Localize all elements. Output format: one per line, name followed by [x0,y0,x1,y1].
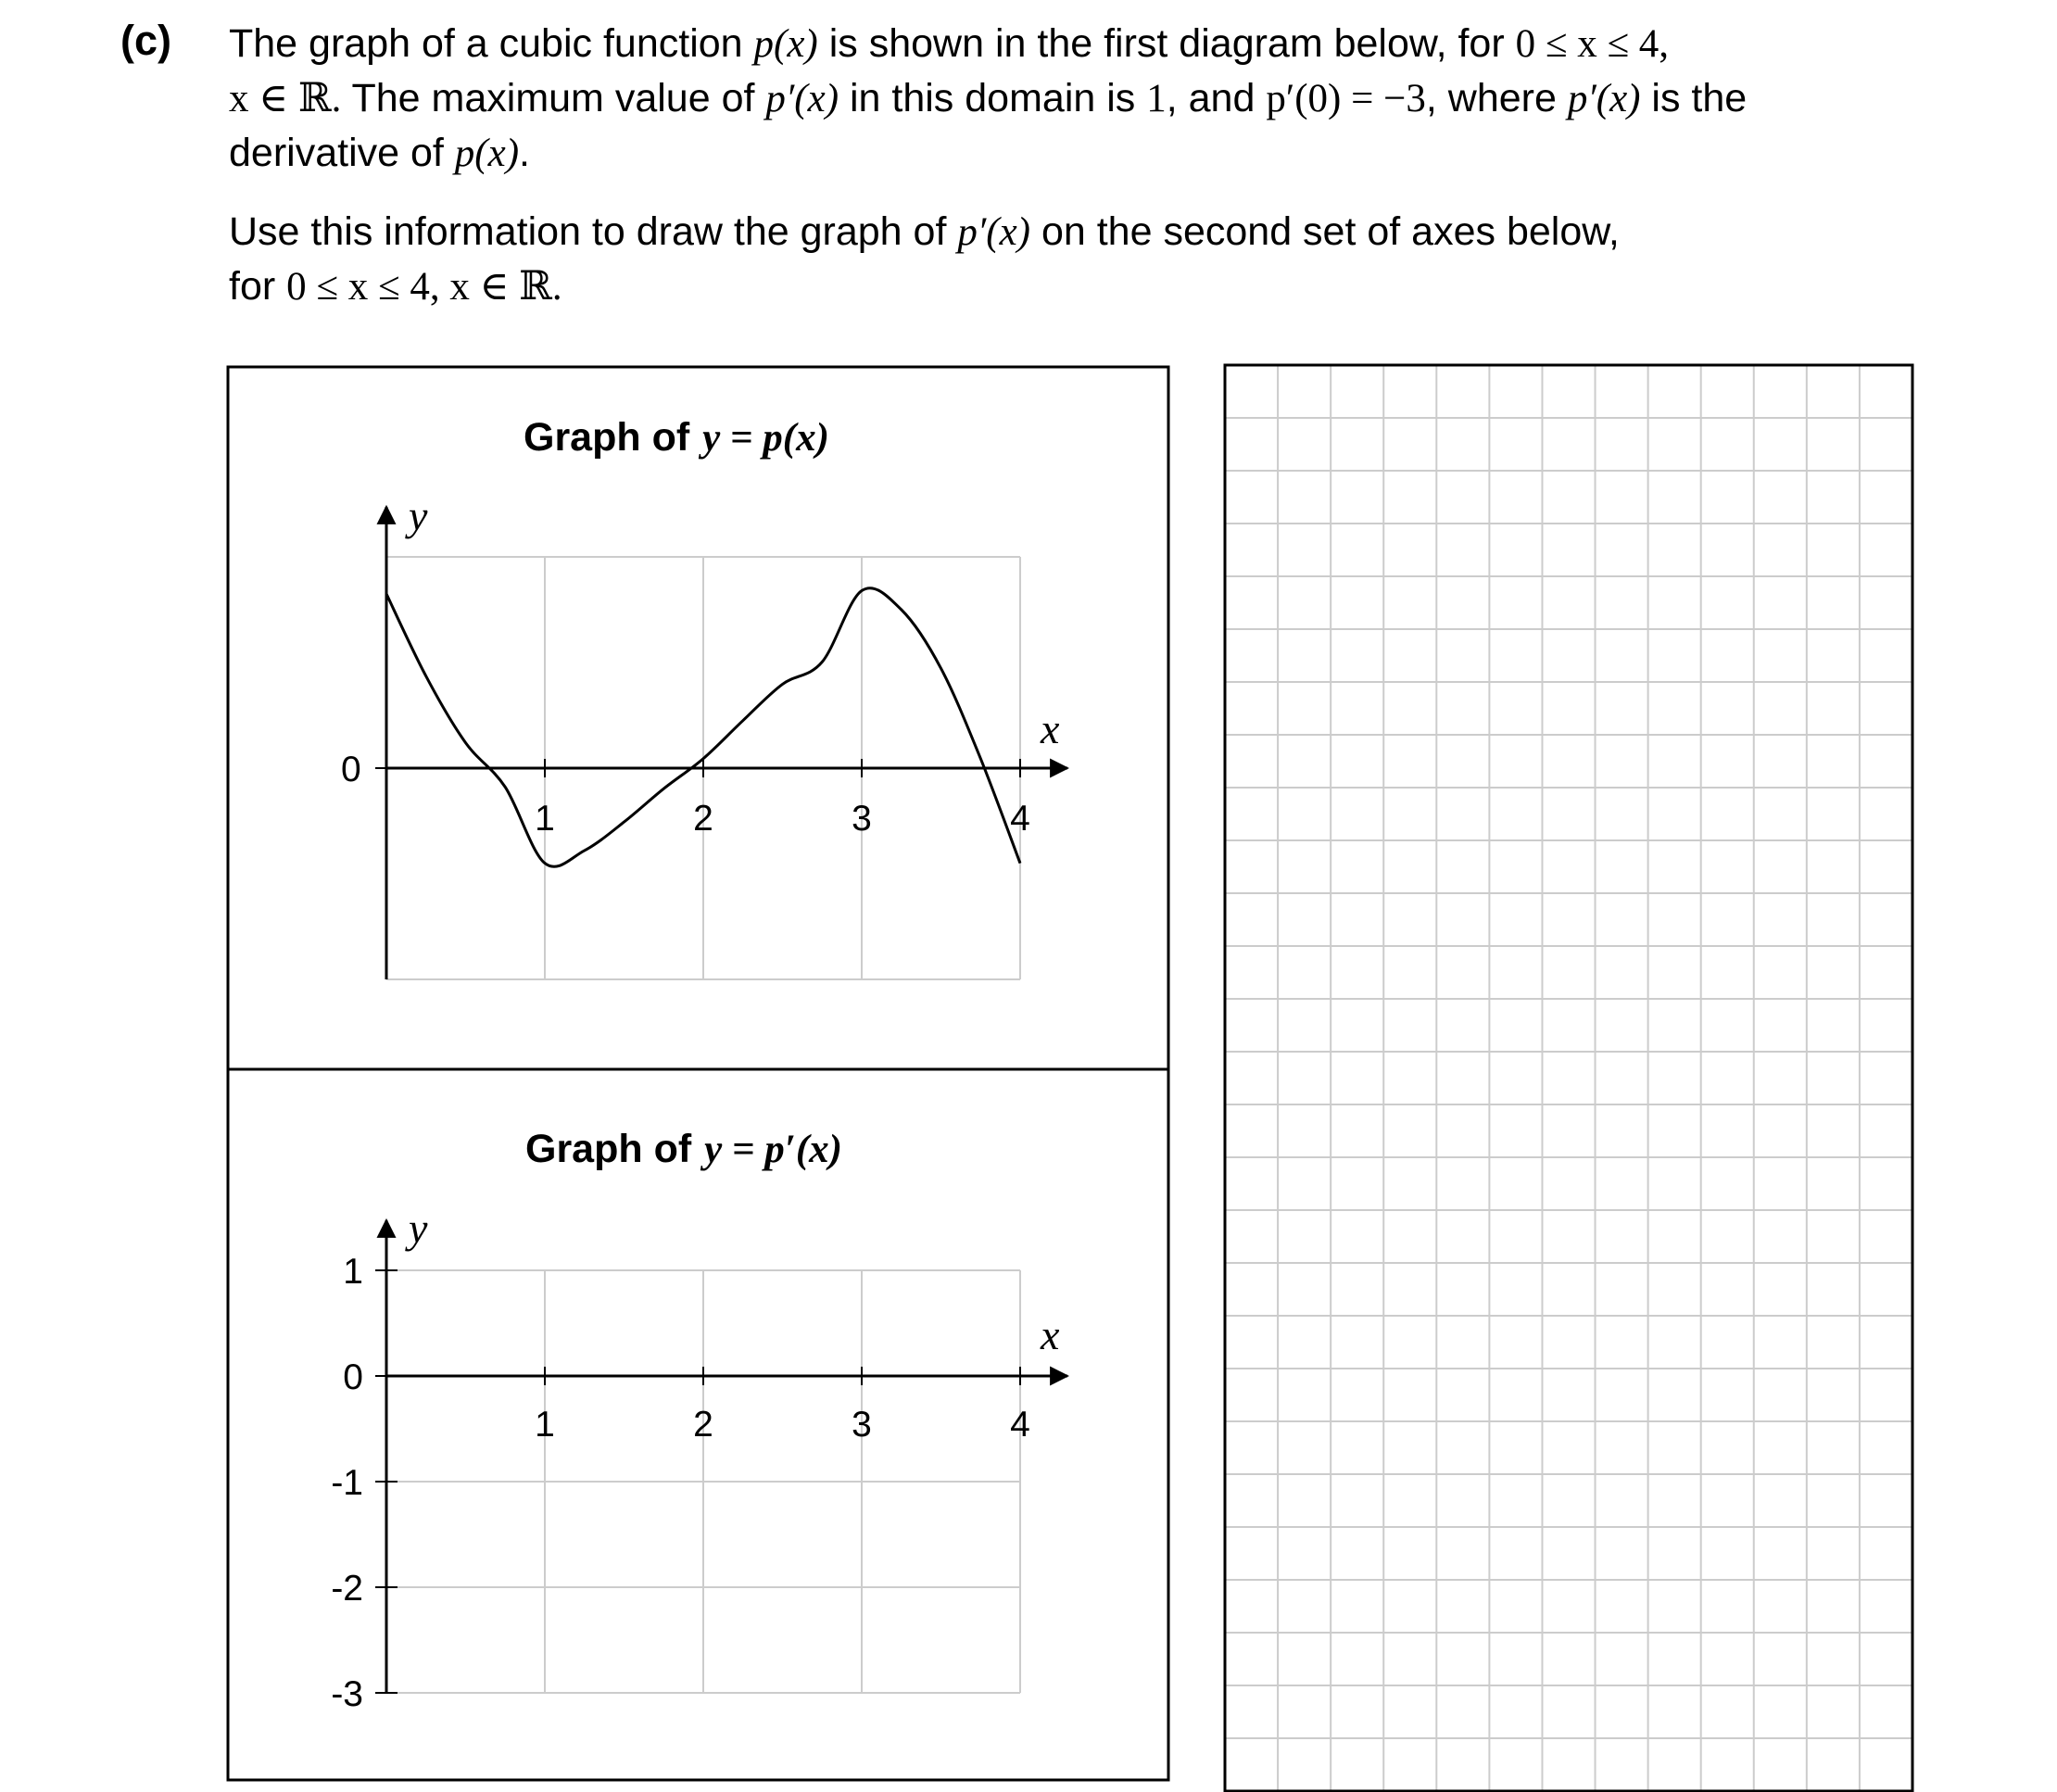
graph-p-x-tick-label: 1 [535,799,555,839]
graph-p-y-label: y [409,492,428,539]
graph-p-prime-x-tick-label: 1 [535,1405,555,1445]
answer-grid[interactable] [1225,365,1912,1791]
graph-p-x-tick-label: 2 [693,799,713,839]
question-paragraph-1: The graph of a cubic function p(x) is shown in the first diagram below, for 0 ≤ x ≤ 4, x ∈ ℝ. The maximum value of p′(x) in this domain is 1, and p′(0) = −3, where p′(x) is the derivative of p(x). [229,21,1748,175]
graph-p-x-label: x [1041,705,1060,752]
graph-p-title: Graph of y = p(x) [524,415,829,460]
graph-p-prime-x-tick-label: 4 [1010,1405,1030,1445]
question-label: (c) [120,17,171,64]
graph-p-prime-x-tick-label: 3 [852,1405,872,1445]
graph-p-prime-y-tick-label: 0 [343,1357,363,1397]
graph-p-prime-x-tick-label: 2 [693,1405,713,1445]
answer-grid-frame [1225,365,1912,1791]
graph-p-prime-x-tick-labels [535,1405,1030,1445]
graph-p-x-tick-label: 4 [1010,799,1030,839]
graph-p-x-tick-label: 3 [852,799,872,839]
graph-p-prime-y-tick-label: -3 [331,1674,363,1714]
graph-p-prime-y-tick-label: -2 [331,1569,363,1609]
graph-p-prime-y-tick-label: 1 [343,1252,363,1292]
graph-p-prime-title: Graph of y = p′(x) [525,1127,842,1171]
graph-p-prime [331,1127,1067,1714]
graph-p-prime-y-tick-label: -1 [331,1463,363,1503]
graph-p-origin-label: 0 [341,750,361,789]
graph-p [341,415,1067,979]
graph-p-prime-y-label: y [409,1205,428,1252]
graph-p-prime-gridlines [386,1270,1020,1693]
graph-p-prime-y-tick-labels [331,1252,363,1714]
question-paragraph-2: Use this information to draw the graph of p′(x) on the second set of axes below, for 0 ≤ x ≤ 4, x ∈ ℝ. [229,209,1620,309]
graph-p-prime-x-label: x [1041,1311,1060,1358]
graphs-frame [228,367,1168,1780]
